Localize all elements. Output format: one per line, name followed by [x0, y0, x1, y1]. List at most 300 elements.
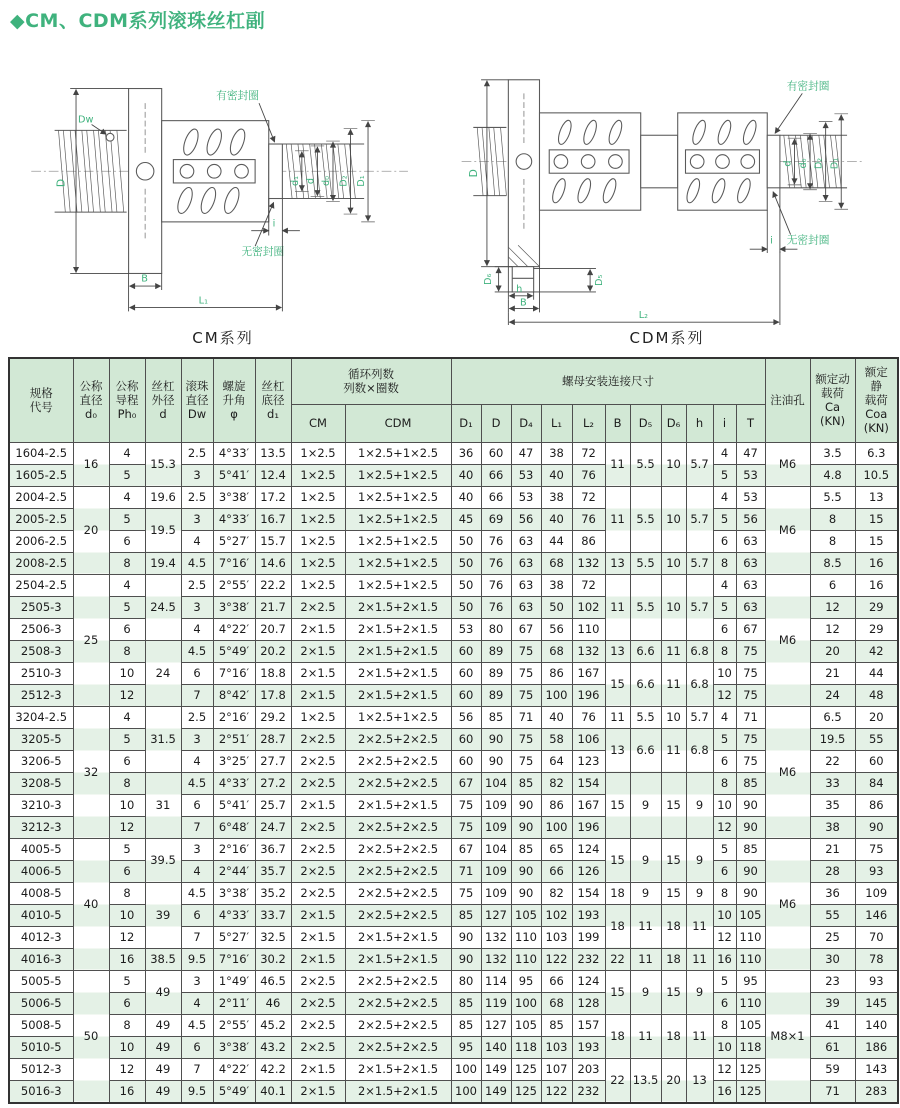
table-cell: 6 — [109, 530, 145, 552]
table-cell: 6 — [109, 750, 145, 772]
spec-code-cell: 3208-5 — [9, 772, 73, 794]
table-cell: 2×2.5+2×2.5 — [345, 816, 451, 838]
table-cell: 6 — [181, 904, 213, 926]
table-cell: 12 — [109, 926, 145, 948]
table-cell: 9 — [630, 772, 661, 838]
table-row — [9, 794, 898, 816]
cdm-label-L2: L₂ — [638, 310, 649, 322]
table-cell: 35 — [810, 794, 855, 816]
table-cell: M6 — [765, 486, 810, 574]
table-cell: 196 — [572, 816, 605, 838]
table-cell: 27.7 — [255, 750, 291, 772]
table-cell: 75 — [511, 662, 541, 684]
spec-code-cell: 2510-3 — [9, 662, 73, 684]
table-cell: 110 — [736, 992, 765, 1014]
table-cell: 5 — [109, 508, 145, 530]
table-row — [9, 838, 898, 860]
table-cell: 63 — [736, 530, 765, 552]
table-cell: 2×2.5+2×2.5 — [345, 882, 451, 904]
cm-figure — [8, 35, 438, 348]
table-cell: 90 — [511, 860, 541, 882]
table-cell: 22.2 — [255, 574, 291, 596]
table-cell: 59 — [810, 1058, 855, 1080]
table-row — [9, 574, 898, 596]
table-cell: 75 — [451, 794, 481, 816]
table-cell: 90 — [855, 816, 898, 838]
table-cell: 39 — [810, 992, 855, 1014]
table-cell: 9.5 — [181, 948, 213, 970]
table-cell: 7°16′ — [213, 662, 255, 684]
table-cell: 6.3 — [855, 442, 898, 464]
table-cell: 6.6 — [630, 728, 661, 772]
table-cell: 3°38′ — [213, 882, 255, 904]
table-cell: 5.5 — [630, 486, 661, 552]
diagram-area — [8, 35, 892, 351]
table-cell: 90 — [736, 816, 765, 838]
table-cell: 25 — [73, 574, 109, 706]
table-cell: 15.7 — [255, 530, 291, 552]
cm-label-D2: D₂ — [338, 175, 350, 187]
table-cell: 8°42′ — [213, 684, 255, 706]
table-cell: 2×2.5 — [291, 838, 345, 860]
table-cell: 11 — [686, 904, 713, 948]
table-cell: 104 — [481, 838, 511, 860]
table-cell: 5°41′ — [213, 794, 255, 816]
table-row — [9, 992, 898, 1014]
table-cell: 76 — [481, 574, 511, 596]
table-cell: 28.7 — [255, 728, 291, 750]
table-cell: 45.2 — [255, 1014, 291, 1036]
table-cell: 2×1.5+2×1.5 — [345, 948, 451, 970]
table-cell: 6 — [713, 750, 736, 772]
table-cell: 11 — [605, 486, 630, 552]
table-cell: 4°33′ — [213, 508, 255, 530]
table-cell: 12 — [109, 1058, 145, 1080]
spec-code-cell: 2504-2.5 — [9, 574, 73, 596]
table-cell: 10 — [713, 904, 736, 926]
table-cell: 22 — [810, 750, 855, 772]
table-cell: 20 — [810, 640, 855, 662]
table-cell: 203 — [572, 1058, 605, 1080]
table-cell: 8 — [810, 508, 855, 530]
table-row — [9, 530, 898, 552]
table-cell: 90 — [736, 794, 765, 816]
table-cell: 49 — [145, 1036, 181, 1058]
table-cell: 4 — [181, 618, 213, 640]
table-cell: 13 — [855, 486, 898, 508]
table-cell: 44 — [541, 530, 572, 552]
table-cell: 118 — [736, 1036, 765, 1058]
table-cell: 5.7 — [686, 706, 713, 728]
table-cell: 4°33′ — [213, 904, 255, 926]
table-cell: 2×2.5 — [291, 772, 345, 794]
column-header: 螺旋 升角 φ — [213, 358, 255, 442]
table-cell: 86 — [541, 662, 572, 684]
table-cell: 72 — [572, 486, 605, 508]
table-cell: 95 — [511, 970, 541, 992]
table-cell: 118 — [511, 1036, 541, 1058]
table-cell: 7 — [181, 926, 213, 948]
cdm-caption: CDM系列 — [629, 329, 705, 347]
table-cell: 50 — [541, 596, 572, 618]
table-cell: 3 — [181, 596, 213, 618]
column-header: 规格 代号 — [9, 358, 73, 442]
table-cell: 6 — [109, 992, 145, 1014]
table-row — [9, 684, 898, 706]
table-cell: 124 — [572, 838, 605, 860]
table-cell: 60 — [451, 684, 481, 706]
table-cell: 9 — [630, 882, 661, 904]
table-cell: 7 — [181, 816, 213, 838]
table-cell: 29 — [855, 596, 898, 618]
table-cell: 140 — [481, 1036, 511, 1058]
table-cell: 2×1.5+2×1.5 — [345, 794, 451, 816]
table-cell: 18.8 — [255, 662, 291, 684]
table-cell: 71 — [736, 706, 765, 728]
table-cell: 2×1.5 — [291, 640, 345, 662]
table-cell: 1×2.5+1×2.5 — [345, 442, 451, 464]
table-cell: 5°27′ — [213, 926, 255, 948]
table-row — [9, 904, 898, 926]
table-cell: 193 — [572, 1036, 605, 1058]
table-cell: 12 — [713, 1058, 736, 1080]
table-cell: 132 — [572, 640, 605, 662]
table-cell: 1×2.5 — [291, 552, 345, 574]
table-row — [9, 816, 898, 838]
column-subheader: B — [605, 404, 630, 442]
spec-code-cell: 5006-5 — [9, 992, 73, 1014]
table-cell: 4 — [181, 860, 213, 882]
table-cell: 71 — [810, 1080, 855, 1103]
table-cell: 2×1.5+2×1.5 — [345, 926, 451, 948]
table-row — [9, 1058, 898, 1080]
table-cell: 4 — [181, 750, 213, 772]
table-cell: 49 — [145, 970, 181, 1014]
table-cell: 1×2.5+1×2.5 — [345, 508, 451, 530]
table-cell: 16.7 — [255, 508, 291, 530]
table-cell: 122 — [541, 948, 572, 970]
cdm-label-d: d — [782, 160, 794, 167]
table-cell: 10 — [109, 904, 145, 926]
table-cell: 85 — [736, 772, 765, 794]
table-cell: 15 — [661, 882, 686, 904]
table-cell: 13 — [605, 728, 630, 772]
table-cell: 3.5 — [810, 442, 855, 464]
table-cell: 60 — [451, 662, 481, 684]
table-cell: 132 — [481, 926, 511, 948]
table-cell: 2×2.5+2×2.5 — [345, 1036, 451, 1058]
spec-code-cell: 2512-3 — [9, 684, 73, 706]
table-cell: 11 — [630, 948, 661, 970]
ball-icon — [106, 133, 114, 141]
table-cell: 60 — [451, 750, 481, 772]
table-cell: 2.5 — [181, 706, 213, 728]
table-cell: 46.5 — [255, 970, 291, 992]
table-cell: 72 — [572, 442, 605, 464]
cm-diagram — [8, 35, 438, 327]
table-cell: 40 — [73, 838, 109, 970]
column-subheader: CM — [291, 404, 345, 442]
table-cell: 50 — [451, 552, 481, 574]
table-cell: 1×2.5+1×2.5 — [345, 706, 451, 728]
table-cell: 20.2 — [255, 640, 291, 662]
cdm-label-noseal: 无密封圈 — [786, 233, 830, 247]
column-header: 循环列数 列数×圈数 — [291, 358, 451, 404]
table-cell: 122 — [541, 1080, 572, 1103]
table-cell: 20 — [661, 1058, 686, 1103]
table-cell: 86 — [572, 530, 605, 552]
table-cell: 11 — [686, 1014, 713, 1058]
table-cell: 76 — [481, 596, 511, 618]
table-cell: 10 — [661, 486, 686, 552]
table-cell: 2×1.5+2×1.5 — [345, 640, 451, 662]
cm-caption: CM系列 — [192, 329, 254, 347]
cdm-label-B: B — [520, 297, 527, 309]
table-cell: 3 — [181, 970, 213, 992]
column-header: 公称 直径 d₀ — [73, 358, 109, 442]
table-cell: 11 — [605, 706, 630, 728]
spec-code-cell: 2006-2.5 — [9, 530, 73, 552]
table-cell: 7 — [181, 1058, 213, 1080]
table-cell: 186 — [855, 1036, 898, 1058]
table-cell: 8 — [713, 882, 736, 904]
table-cell: 12 — [109, 816, 145, 838]
page-title: ◆CM、CDM系列滚珠丝杠副 — [10, 10, 266, 32]
table-row — [9, 618, 898, 640]
table-cell: 15 — [605, 838, 630, 882]
table-cell: 40 — [451, 486, 481, 508]
table-cell: 4 — [109, 574, 145, 596]
table-cell: 2×1.5 — [291, 904, 345, 926]
table-cell: M6 — [765, 706, 810, 838]
table-cell: 109 — [481, 794, 511, 816]
table-cell: 18 — [661, 1014, 686, 1058]
table-cell: 86 — [541, 794, 572, 816]
table-cell: 2.5 — [181, 574, 213, 596]
table-cell: 1×2.5+1×2.5 — [345, 574, 451, 596]
table-cell: 75 — [451, 816, 481, 838]
table-cell: 75 — [736, 662, 765, 684]
table-cell: 2×2.5+2×2.5 — [345, 772, 451, 794]
table-cell: 2°11′ — [213, 992, 255, 1014]
table-cell: 6 — [181, 794, 213, 816]
spec-code-cell: 4012-3 — [9, 926, 73, 948]
table-cell: 15 — [605, 662, 630, 706]
table-cell: 20.7 — [255, 618, 291, 640]
table-cell: 66 — [541, 860, 572, 882]
table-cell: 20 — [855, 706, 898, 728]
table-cell: 72 — [572, 574, 605, 596]
table-cell: 11 — [630, 904, 661, 948]
table-cell: 11 — [661, 662, 686, 706]
table-cell: 49 — [145, 1014, 181, 1036]
table-cell: 48 — [855, 684, 898, 706]
table-cell: 8 — [713, 552, 736, 574]
table-cell: 6°48′ — [213, 816, 255, 838]
table-cell: 5 — [109, 970, 145, 992]
table-cell: 85 — [451, 904, 481, 926]
table-cell: 2×1.5 — [291, 662, 345, 684]
table-cell: 2×1.5 — [291, 1080, 345, 1103]
spec-table — [8, 357, 899, 1104]
table-row — [9, 750, 898, 772]
table-row — [9, 596, 898, 618]
table-cell: 13 — [686, 1058, 713, 1103]
table-row — [9, 970, 898, 992]
table-cell: 55 — [855, 728, 898, 750]
table-cell: 90 — [481, 728, 511, 750]
table-cell: 76 — [572, 508, 605, 530]
table-cell: 7°16′ — [213, 552, 255, 574]
table-cell: 100 — [541, 684, 572, 706]
table-cell: 4 — [713, 574, 736, 596]
table-cell: 30.2 — [255, 948, 291, 970]
table-cell: 2×2.5 — [291, 728, 345, 750]
table-cell: 36 — [451, 442, 481, 464]
spec-code-cell: 2508-3 — [9, 640, 73, 662]
cm-label-noseal: 无密封圈 — [241, 244, 285, 258]
table-cell: 36.7 — [255, 838, 291, 860]
table-cell: 10 — [661, 574, 686, 640]
table-cell: 75 — [511, 728, 541, 750]
table-cell: 85 — [736, 838, 765, 860]
table-cell: 105 — [511, 1014, 541, 1036]
table-cell: 2×2.5+2×2.5 — [345, 992, 451, 1014]
table-cell: 5 — [713, 838, 736, 860]
cm-label-seal: 有密封圈 — [216, 89, 259, 103]
table-cell: 40.1 — [255, 1080, 291, 1103]
table-cell: 2×2.5+2×2.5 — [345, 838, 451, 860]
table-cell: 4°22′ — [213, 1058, 255, 1080]
cdm-diagram — [442, 35, 892, 327]
table-cell: 110 — [736, 926, 765, 948]
table-cell: 6 — [181, 1036, 213, 1058]
table-cell: 2°55′ — [213, 574, 255, 596]
table-cell: 45 — [451, 508, 481, 530]
table-cell: 16 — [713, 948, 736, 970]
table-cell: 16 — [855, 552, 898, 574]
cm-label-d1: d₁ — [289, 175, 301, 187]
cdm-label-d0: d₀ — [798, 158, 810, 169]
table-cell: 6 — [810, 574, 855, 596]
table-cell: 6.6 — [630, 662, 661, 706]
table-cell: 106 — [572, 728, 605, 750]
table-cell: 18 — [661, 948, 686, 970]
table-cell: 1×2.5 — [291, 706, 345, 728]
table-cell: 100 — [541, 816, 572, 838]
table-cell: 5 — [713, 728, 736, 750]
table-cell: 5°27′ — [213, 530, 255, 552]
table-cell: 19.6 — [145, 486, 181, 508]
table-cell: 35.2 — [255, 882, 291, 904]
spec-code-cell: 5008-5 — [9, 1014, 73, 1036]
table-cell: 2×2.5 — [291, 1014, 345, 1036]
table-cell: 53 — [451, 618, 481, 640]
table-cell: 85 — [511, 838, 541, 860]
table-cell: 38.5 — [145, 948, 181, 970]
table-cell: 38 — [541, 442, 572, 464]
table-cell: 145 — [855, 992, 898, 1014]
spec-code-cell: 4016-3 — [9, 948, 73, 970]
table-cell: 47 — [736, 442, 765, 464]
column-subheader: L₁ — [541, 404, 572, 442]
table-cell: 5 — [713, 970, 736, 992]
spec-code-cell: 2505-3 — [9, 596, 73, 618]
cm-label-d: d — [305, 177, 317, 185]
table-cell: 23 — [810, 970, 855, 992]
column-header: 丝杠 外径 d — [145, 358, 181, 442]
table-cell: 10.5 — [855, 464, 898, 486]
table-cell: 56 — [541, 618, 572, 640]
table-cell: 103 — [541, 926, 572, 948]
table-cell: 104 — [481, 772, 511, 794]
table-cell: 196 — [572, 684, 605, 706]
table-cell: 75 — [511, 684, 541, 706]
table-cell: 71 — [451, 860, 481, 882]
table-cell: 10 — [661, 552, 686, 574]
table-cell: 5.5 — [630, 574, 661, 640]
table-cell: 9 — [686, 838, 713, 882]
spec-code-cell: 4006-5 — [9, 860, 73, 882]
spec-code-cell: 3206-5 — [9, 750, 73, 772]
table-cell: 4 — [109, 442, 145, 464]
table-cell: 67 — [451, 838, 481, 860]
table-cell: 2×1.5 — [291, 948, 345, 970]
table-cell: 4 — [109, 706, 145, 728]
table-cell: 15 — [855, 530, 898, 552]
table-row — [9, 442, 898, 464]
column-header: 注油孔 — [765, 358, 810, 442]
table-cell: 11 — [661, 640, 686, 662]
table-cell: 10 — [661, 706, 686, 728]
table-cell: 105 — [736, 1014, 765, 1036]
column-subheader: D₁ — [451, 404, 481, 442]
table-cell: 5.7 — [686, 574, 713, 640]
table-cell: 12 — [713, 926, 736, 948]
table-cell: 15 — [661, 838, 686, 882]
table-cell: 10 — [713, 1036, 736, 1058]
table-cell: 24.7 — [255, 816, 291, 838]
table-cell: 14.6 — [255, 552, 291, 574]
table-cell: 25 — [810, 926, 855, 948]
table-cell: 11 — [605, 574, 630, 640]
table-cell: 22 — [605, 948, 630, 970]
table-cell: 5 — [109, 464, 145, 486]
cdm-label-D6: D₆ — [482, 273, 494, 286]
spec-code-cell: 2506-3 — [9, 618, 73, 640]
table-cell: 102 — [572, 596, 605, 618]
table-cell: 56 — [451, 706, 481, 728]
table-cell: 193 — [572, 904, 605, 926]
table-cell: 5 — [109, 596, 145, 618]
table-cell: 125 — [736, 1058, 765, 1080]
table-cell: 4 — [181, 992, 213, 1014]
table-cell: 31.5 — [145, 706, 181, 772]
table-cell: 2×1.5 — [291, 618, 345, 640]
table-cell: 89 — [481, 640, 511, 662]
spacer — [641, 135, 678, 188]
table-cell: 90 — [451, 948, 481, 970]
table-cell: 38 — [541, 574, 572, 596]
table-cell: 119 — [481, 992, 511, 1014]
table-cell: 24 — [810, 684, 855, 706]
table-cell: 69 — [481, 508, 511, 530]
table-cell: 40 — [541, 706, 572, 728]
table-cell: 85 — [511, 772, 541, 794]
table-cell: 68 — [541, 552, 572, 574]
table-cell: 154 — [572, 772, 605, 794]
table-cell: 80 — [451, 970, 481, 992]
